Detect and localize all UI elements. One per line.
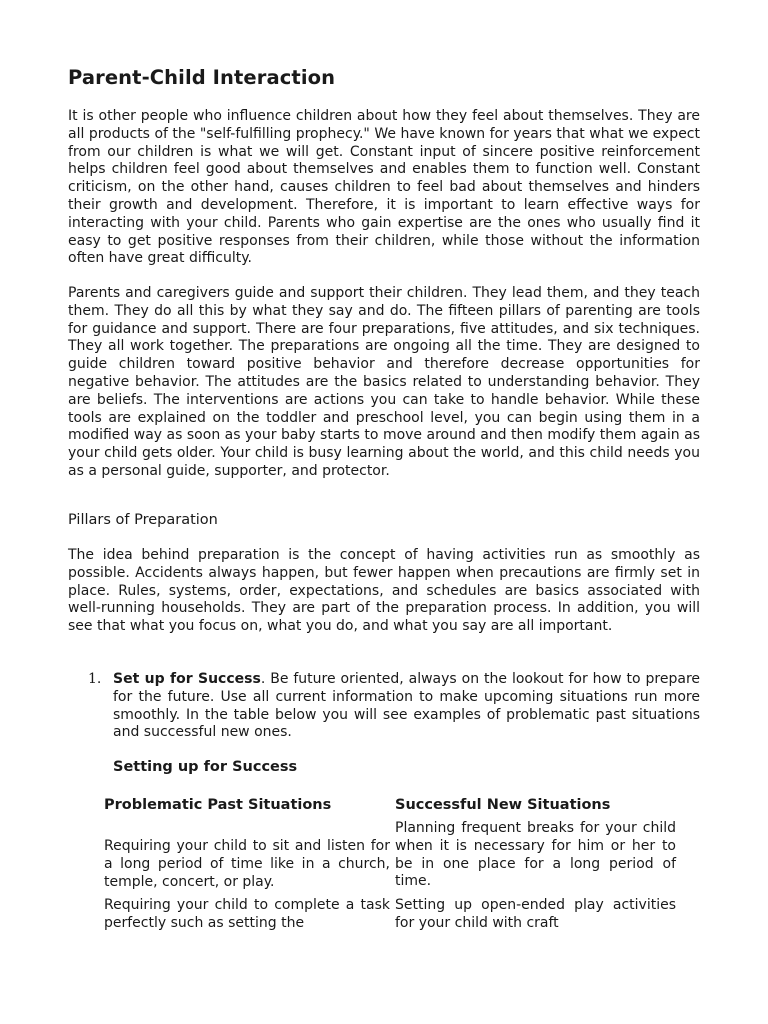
table-cell-r1-c1: Requiring your child to sit and listen for a long period of time like in a church, temple, concert, or play.: [104, 838, 390, 890]
section-heading: Pillars of Preparation: [68, 512, 218, 528]
list-body: . Be future oriented, always on the lookout for how to prepare for the future. Use all current information to make upcoming situations run more smoothly. In the table below you will see examples of problematic past situations and successful new ones.: [113, 671, 700, 741]
table-cell-r1-c2: Planning frequent breaks for your child when it is necessary for him or her to be in one place for a long period of time.: [395, 820, 676, 890]
table-header-successful: Successful New Situations: [395, 797, 611, 813]
list-number: 1.: [88, 671, 102, 687]
table-cell-r2-c1: Requiring your child to complete a task perfectly such as setting the: [104, 897, 390, 931]
section-paragraph: The idea behind preparation is the concept of having activities run as smoothly as possible. Accidents always happen, but fewer happen when precautions are firmly set in place. Rules, systems, order, expectations, and schedules are basics associated with well-running households. They are part of the preparation process. In addition, you will see that what you focus on, what you do, and what you say are all important.: [68, 547, 700, 635]
list-bold-term: Set up for Success: [113, 671, 261, 687]
paragraph-2: Parents and caregivers guide and support their children. They lead them, and they teach them. They do all this by what they say and do. The fifteen pillars of parenting are tools for guidance and support. There are four preparations, five attitudes, and six techniques. They all work together. The preparations are ongoing all the time. They are designed to guide children toward positive behavior and therefore decrease opportunities for negative behavior. The attitudes are the basics related to understanding behavior. They are beliefs. The interventions are actions you can take to handle behavior. While these tools are explained on the toddler and preschool level, you can begin using them in a modified way as soon as your baby starts to move around and then modify them again as your child gets older. Your child is busy learning about the world, and this child needs you as a personal guide, supporter, and protector.: [68, 285, 700, 479]
table-header-problematic: Problematic Past Situations: [104, 797, 332, 813]
table-title: Setting up for Success: [113, 759, 298, 775]
table-cell-r2-c2: Setting up open-ended play activities for your child with craft: [395, 897, 676, 931]
page-title: Parent-Child Interaction: [68, 66, 336, 89]
paragraph-1: It is other people who influence children about how they feel about themselves. They are all products of the "self-fulfilling prophecy." We have known for years that what we expect from our children is what we will get. Constant input of sincere positive reinforcement helps children feel good about themselves and enables them to function well. Constant criticism, on the other hand, causes children to feel bad about themselves and hinders their growth and development. Therefore, it is important to learn effective ways for interacting with your child. Parents who gain expertise are the ones who usually find it easy to get positive responses from their children, while those without the information often have great difficulty.: [68, 108, 700, 267]
list-text: [113, 671, 700, 742]
